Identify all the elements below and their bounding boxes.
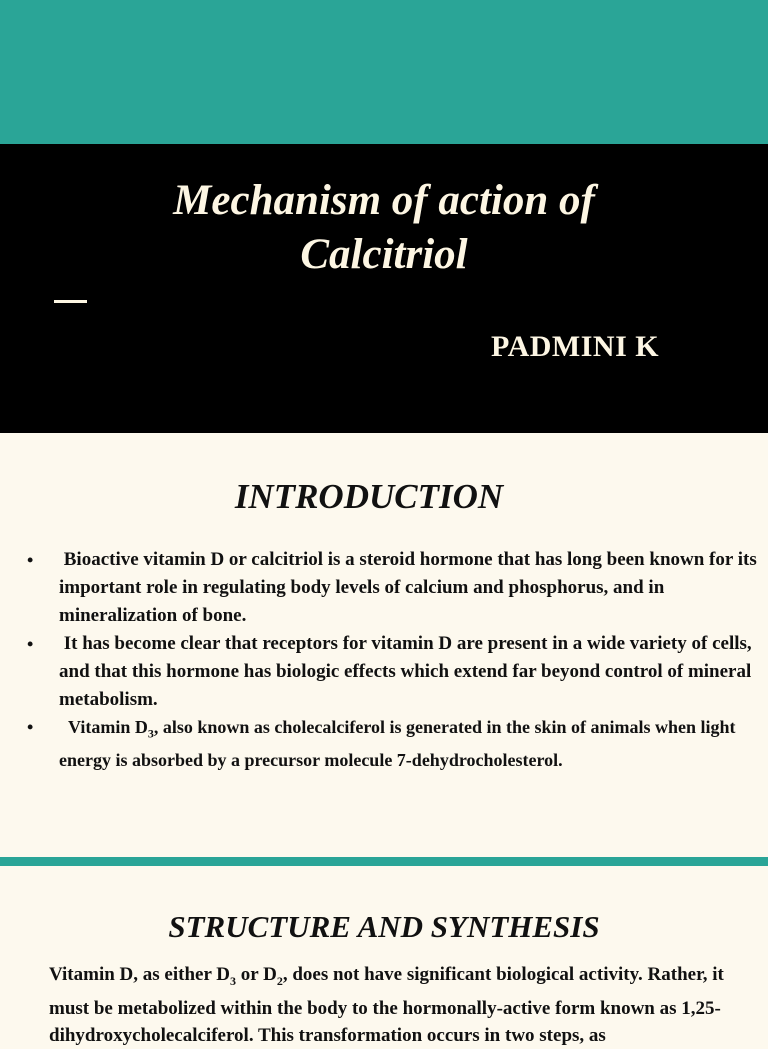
list-item [0,630,768,714]
list-item [0,714,768,773]
list-item [0,546,768,630]
bullet-text-2: It has become clear that receptors for vitamin D are present in a wide variety of cells, and that this hormone has biologic effects which extend far beyond control of mineral metabolism. [59,633,752,710]
paragraph-text-b: or D [236,964,277,985]
teal-separator [0,857,768,866]
title-slide [0,144,768,433]
author-name: PADMINI K [491,330,660,363]
title-line-2: Calcitriol [300,231,468,278]
subscript-2: 2 [276,973,283,988]
structure-synthesis-slide [0,866,768,1046]
introduction-heading: INTRODUCTION [234,477,504,516]
structure-synthesis-heading: STRUCTURE AND SYNTHESIS [168,909,600,944]
paragraph-text-a: Vitamin D, as either D [49,964,231,985]
title-divider [54,300,87,303]
bullet-text-1: Bioactive vitamin D or calcitriol is a steroid hormone that has long been known for its important role in regulating body levels of calcium and phosphorus, and in mineralization of bone. [59,549,757,626]
subscript-3: 3 [147,726,154,741]
slide-title [0,174,768,282]
paragraph-text-c: , does not have significant biological activity. Rather, it must be metabolized within the body to the hormonally-active form known as 1,25-dihydroxycholecalciferol. This transformation occurs in two steps, as [49,964,724,1046]
teal-header-band [0,0,768,144]
subscript-3: 3 [230,973,237,988]
introduction-bullet-list [0,546,768,773]
bullet-icon: • [27,634,34,654]
synthesis-paragraph [49,961,759,1049]
bullet-icon: • [27,550,34,570]
bullet-icon: • [27,717,34,737]
introduction-slide [0,433,768,857]
bullet-text-3-b: , also known as cholecalciferol is generated in the skin of animals when light energy is absorbed by a precursor molecule 7-dehydrocholesterol. [59,717,736,770]
bullet-text-3-a: Vitamin D [68,717,148,737]
title-line-1: Mechanism of action of [173,177,595,224]
